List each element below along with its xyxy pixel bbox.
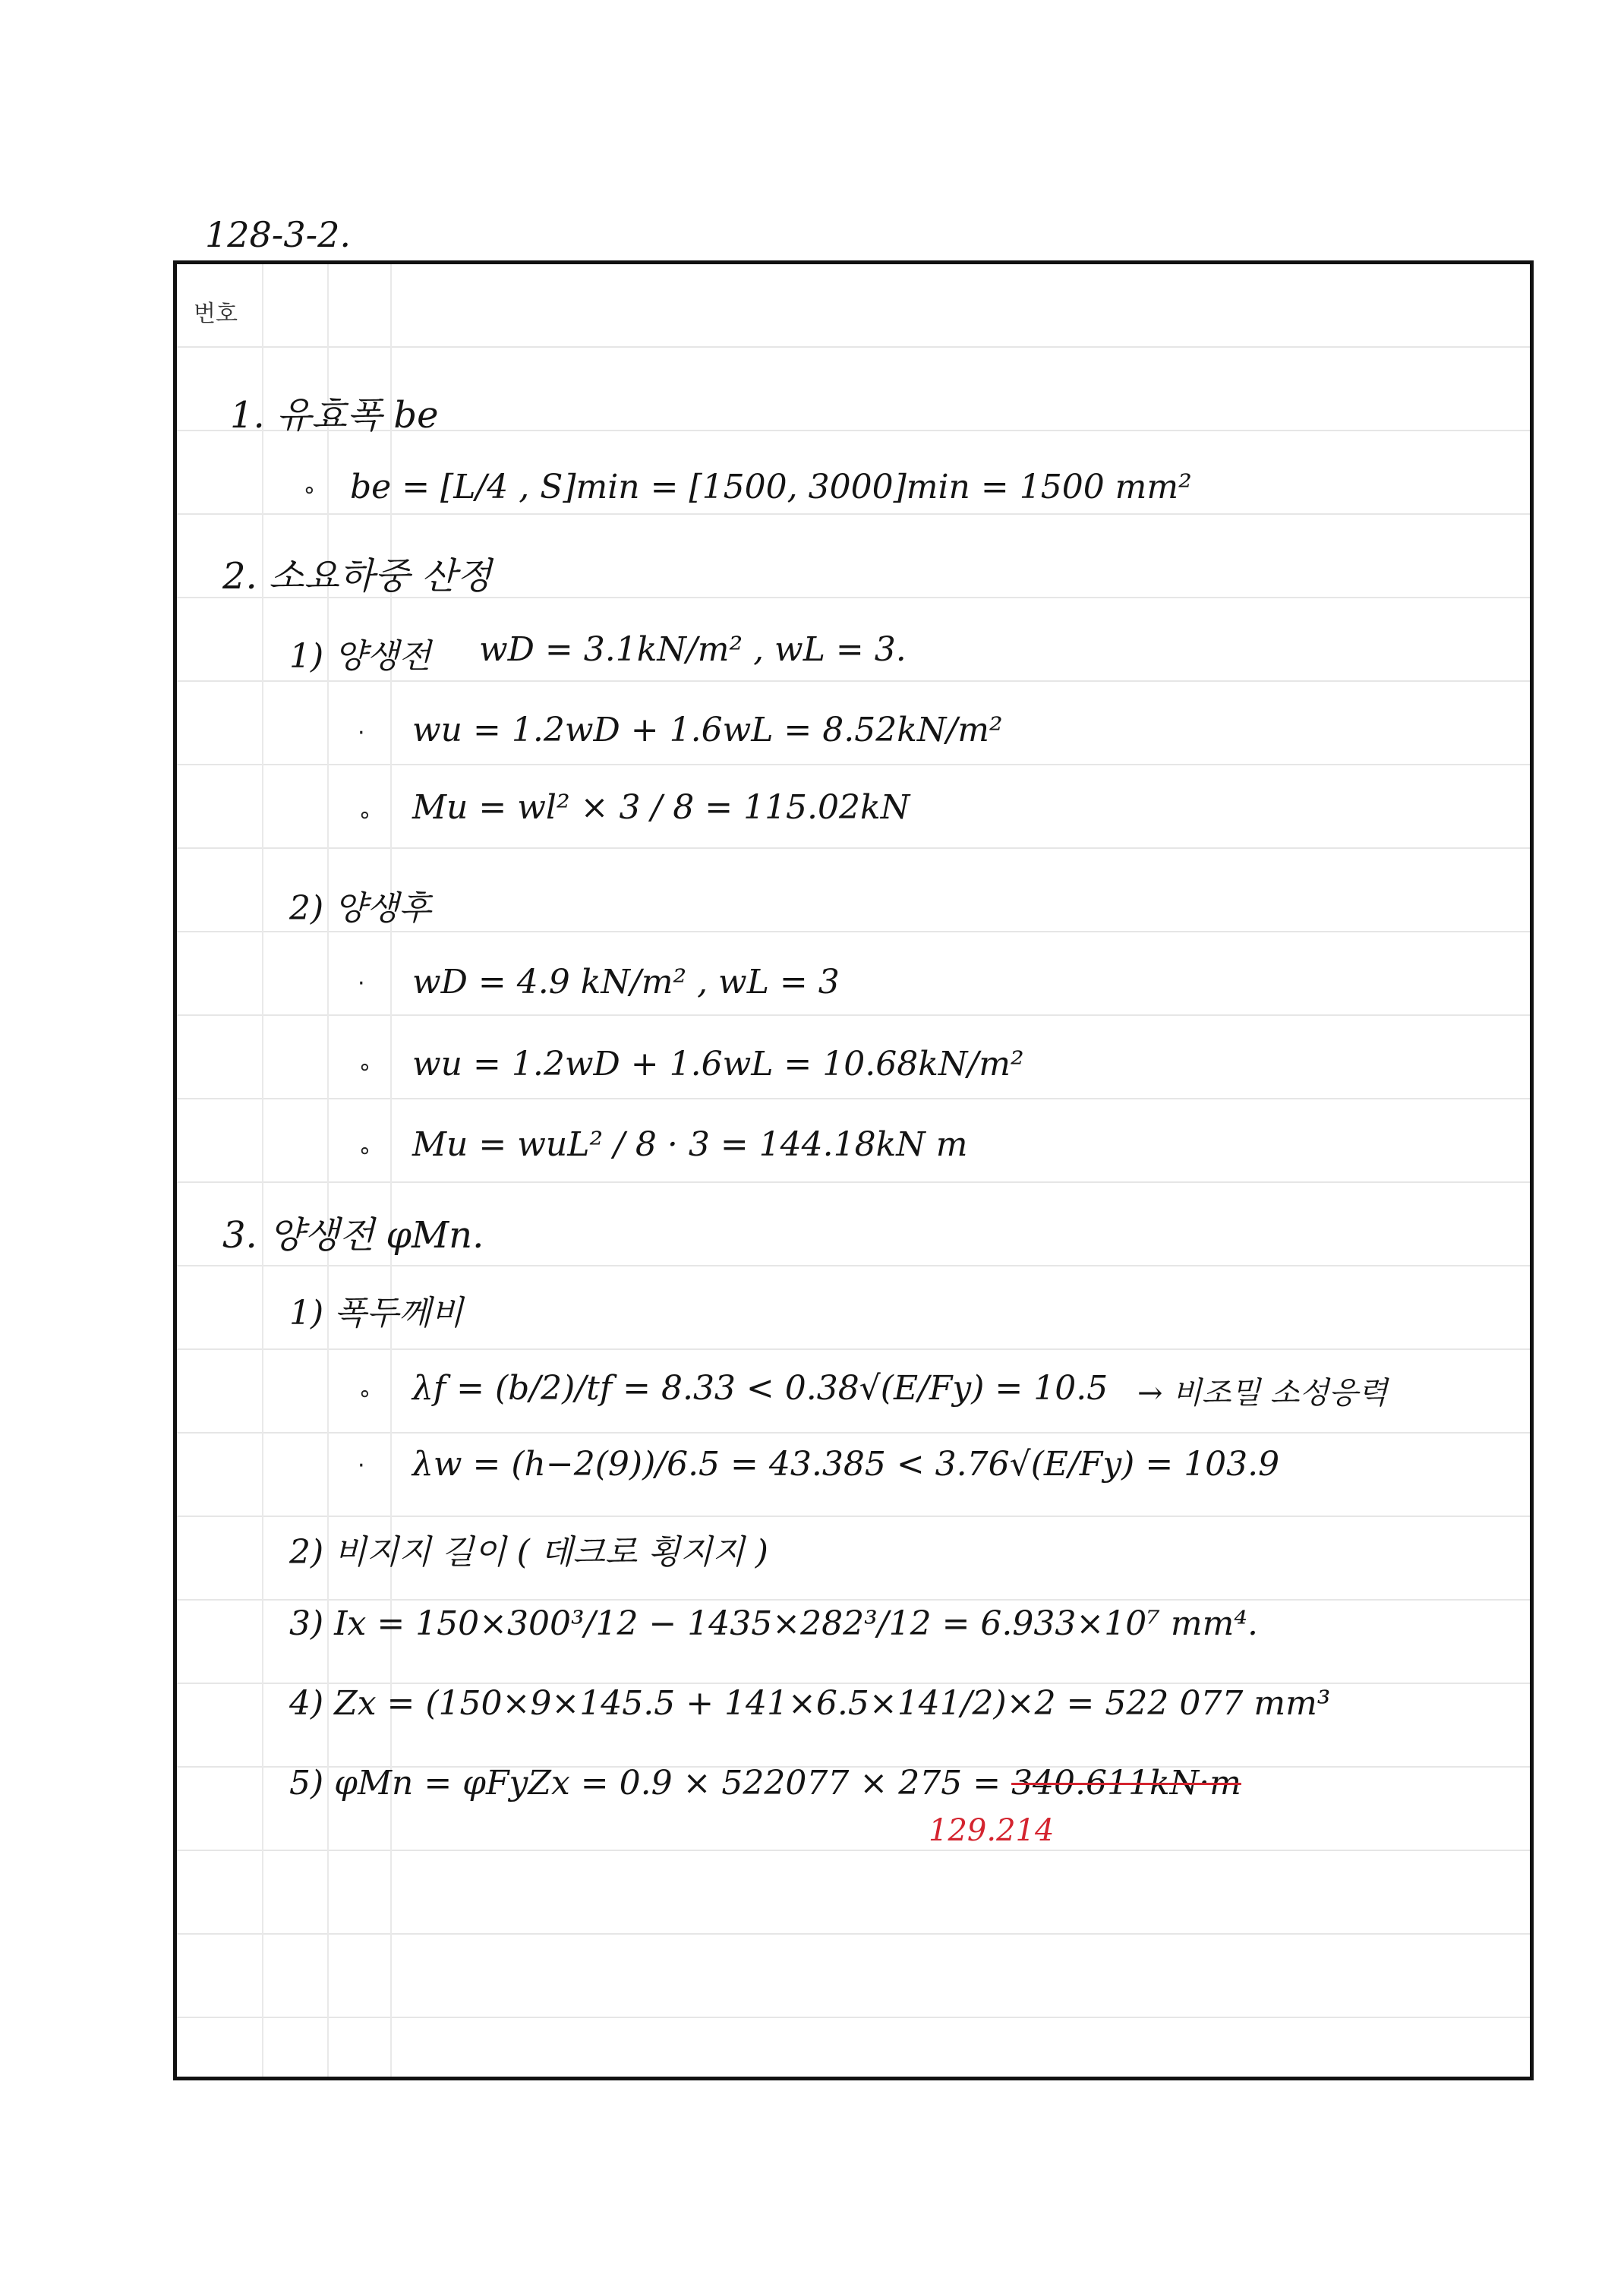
s2-p2-loads: wD = 4.9 kN/m² , wL = 3 (412, 963, 840, 1001)
bullet: ∘ (358, 1380, 372, 1407)
bullet: · (358, 1452, 365, 1479)
s3-p3: 3) Ix = 150×300³/12 − 1435×282³/12 = 6.933×10⁷ mm⁴. (289, 1604, 1258, 1643)
s1-be-equation: be = [L/4 , S]min = [1500, 3000]min = 1500 mm² (350, 468, 1192, 506)
s3-p1-title: 1) 폭두께비 (289, 1294, 464, 1333)
s2-p1-mu: Mu = wl² × 3 / 8 = 115.02kN (412, 788, 910, 827)
s3-p5-struck-value: 340.611kN·m (1011, 1764, 1241, 1803)
s3-p2: 2) 비지지 길이 ( 데크로 횡지지 ) (289, 1533, 768, 1572)
s3-lambda-f: λf = (b/2)/tf = 8.33 < 0.38√(E/Fy) = 10.5 (412, 1369, 1108, 1408)
s2-p1-title: 1) 양생전 (289, 637, 431, 676)
s3-arrow-note: → 비조밀 소성응력 (1137, 1376, 1388, 1411)
s3-p5-correction: 129.214 (929, 1813, 1055, 1848)
bullet: ∘ (358, 1137, 372, 1164)
bullet: ∘ (358, 1054, 372, 1080)
s2-p2-mu: Mu = wuL² / 8 · 3 = 144.18kN m (412, 1125, 968, 1164)
s3-p5 (289, 1764, 1241, 1803)
s3-p4: 4) Zx = (150×9×145.5 + 141×6.5×141/2)×2 = 522 077 mm³ (289, 1684, 1331, 1723)
margin-line (262, 264, 263, 2077)
section-3-title: 3. 양생전 φMn. (222, 1214, 484, 1257)
page-id: 128-3-2. (205, 214, 352, 255)
s3-lambda-w: λw = (h−2(9))/6.5 = 43.385 < 3.76√(E/Fy) = 103.9 (412, 1445, 1280, 1484)
s2-p1-wu: wu = 1.2wD + 1.6wL = 8.52kN/m² (412, 711, 1003, 749)
margin-line (390, 264, 392, 2077)
margin-line (327, 264, 329, 2077)
s2-p1-loads: wD = 3.1kN/m² , wL = 3. (479, 630, 907, 669)
s2-p2-wu: wu = 1.2wD + 1.6wL = 10.68kN/m² (412, 1045, 1024, 1083)
form-label-number: 번호 (194, 301, 238, 326)
bullet: · (358, 970, 365, 997)
bullet: ∘ (302, 477, 317, 503)
bullet: · (358, 720, 365, 746)
bullet: ∘ (358, 802, 372, 828)
s3-p5-formula: 5) φMn = φFyZx = 0.9 × 522077 × 275 = (289, 1764, 1001, 1803)
s2-p2-title: 2) 양생후 (289, 889, 431, 928)
section-2-title: 2. 소요하중 산정 (222, 555, 492, 598)
answer-sheet-frame (173, 260, 1534, 2080)
section-1-title: 1. 유효폭 be (230, 394, 439, 437)
